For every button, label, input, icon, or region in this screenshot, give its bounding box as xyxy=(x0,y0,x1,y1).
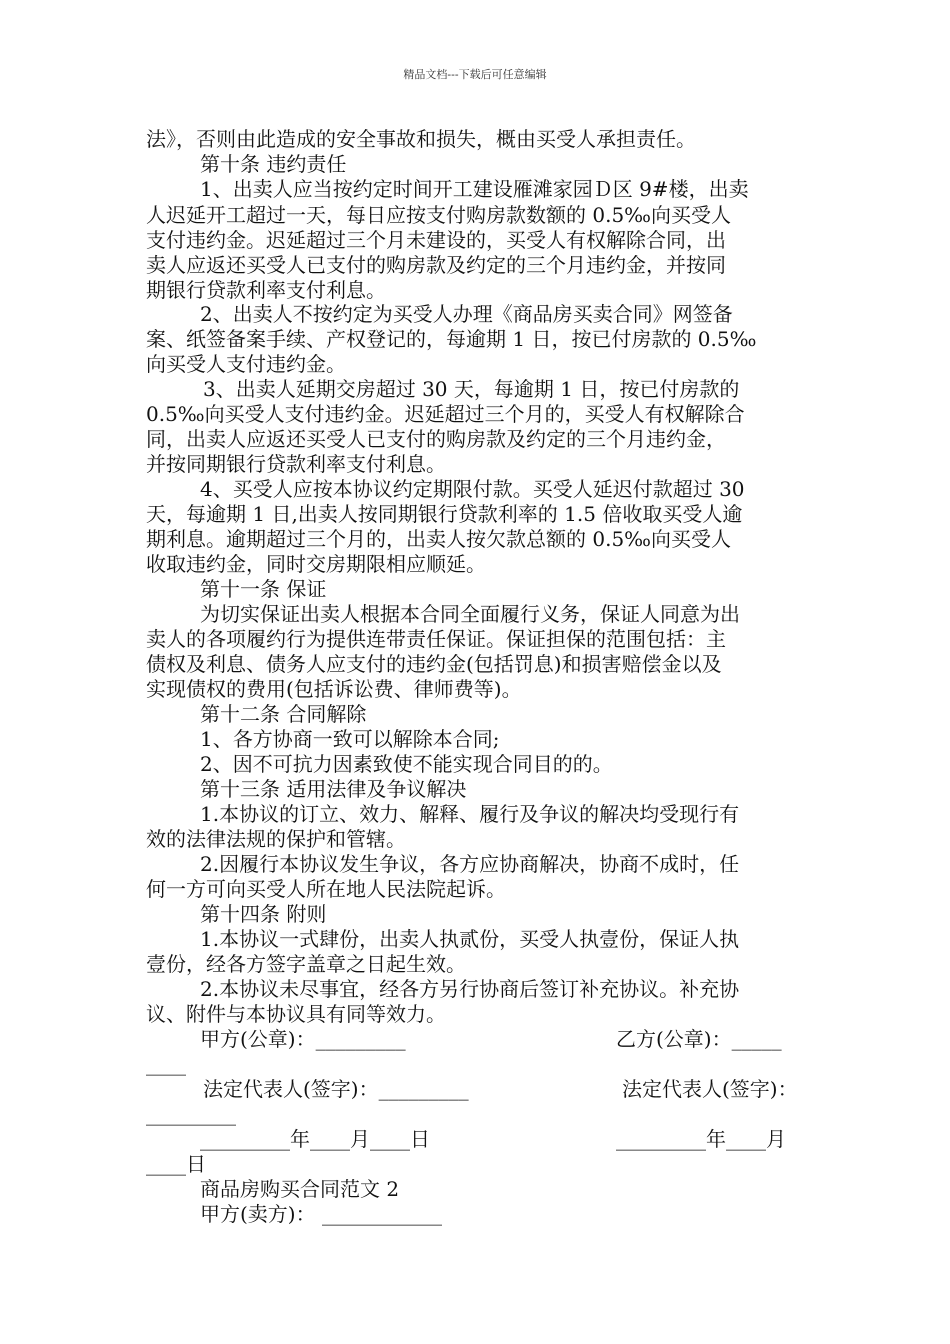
section-heading: 第十四条 附则 xyxy=(200,902,327,926)
text-line: 3、出卖人延期交房超过 30 天，每逾期 1 日，按已付房款的 xyxy=(203,377,740,401)
party-b-representative-cont: _________ xyxy=(146,1102,236,1126)
text-line: 同，出卖人应返还买受人已支付的购房款及约定的三个月违约金， xyxy=(146,427,726,451)
text-line: 收取违约金，同时交房期限相应顺延。 xyxy=(146,552,486,576)
party-a-representative: 法定代表人(签字)：_________ xyxy=(203,1077,469,1101)
text-line: 支付违约金。迟延超过三个月未建设的，买受人有权解除合同，出 xyxy=(146,228,726,252)
section-heading: 第十二条 合同解除 xyxy=(200,702,367,726)
text-line: 2、出卖人不按约定为买受人办理《商品房买卖合同》网签备 xyxy=(200,302,733,326)
text-line: 1.本协议一式肆份，出卖人执贰份，买受人执壹份，保证人执 xyxy=(200,927,740,951)
text-line: 向买受人支付违约金。 xyxy=(146,352,346,376)
text-line: 4、买受人应按本协议约定期限付款。买受人延迟付款超过 30 xyxy=(200,477,745,501)
text-line: 为切实保证出卖人根据本合同全面履行义务，保证人同意为出 xyxy=(200,602,740,626)
text-line: 效的法律法规的保护和管辖。 xyxy=(146,827,406,851)
section-heading: 第十三条 适用法律及争议解决 xyxy=(200,777,467,801)
text-line: 法》，否则由此造成的安全事故和损失，概由买受人承担责任。 xyxy=(146,127,696,151)
text-line: 并按同期银行贷款利率支付利息。 xyxy=(146,452,446,476)
text-line: 2.本协议未尽事宜，经各方另行协商后签订补充协议。补充协 xyxy=(200,977,740,1001)
text-line: 案、纸签备案手续、产权登记的，每逾期 1 日，按已付房款的 0.5‰ xyxy=(146,327,757,351)
section-heading: 第十条 违约责任 xyxy=(200,152,347,176)
text-line: 1、各方协商一致可以解除本合同; xyxy=(200,727,500,751)
text-line: 卖人的各项履约行为提供连带责任保证。保证担保的范围包括：主 xyxy=(146,627,726,651)
seller-field: 甲方(卖方)： ____________ xyxy=(200,1202,442,1226)
text-line: 议、附件与本协议具有同等效力。 xyxy=(146,1002,446,1026)
text-line: 2、因不可抗力因素致使不能实现合同目的的。 xyxy=(200,752,613,776)
text-line: 卖人应返还买受人已支付的购房款及约定的三个月违约金，并按同 xyxy=(146,253,726,277)
party-a-date: _________年____月____日 xyxy=(200,1127,430,1151)
text-line: 天，每逾期 1 日,出卖人按同期银行贷款利率的 1.5 倍收取买受人逾 xyxy=(146,502,743,526)
text-line: 1、出卖人应当按约定时间开工建设雁滩家园Ｄ区 9#楼，出卖 xyxy=(200,177,749,201)
text-line: 壹份，经各方签字盖章之日起生效。 xyxy=(146,952,466,976)
text-line: 2.因履行本协议发生争议，各方应协商解决，协商不成时，任 xyxy=(200,852,740,876)
party-b-date: _________年____月 xyxy=(616,1127,786,1151)
party-b-representative: 法定代表人(签字)： xyxy=(622,1077,798,1101)
next-document-title: 商品房购买合同范文 2 xyxy=(200,1177,400,1201)
text-line: 债权及利息、债务人应支付的违约金(包括罚息)和损害赔偿金以及 xyxy=(146,652,722,676)
text-line: 何一方可向买受人所在地人民法院起诉。 xyxy=(146,877,506,901)
text-line: 0.5‰向买受人支付违约金。迟延超过三个月的，买受人有权解除合 xyxy=(146,402,745,426)
text-line: 期利息。逾期超过三个月的，出卖人按欠款总额的 0.5‰向买受人 xyxy=(146,527,731,551)
section-heading: 第十一条 保证 xyxy=(200,577,327,601)
party-a-seal: 甲方(公章)：_________ xyxy=(200,1027,406,1051)
party-b-seal: 乙方(公章)：_____ xyxy=(616,1027,782,1051)
text-line: 1.本协议的订立、效力、解释、履行及争议的解决均受现行有 xyxy=(200,802,740,826)
page-header-note: 精品文档---下载后可任意编辑 xyxy=(403,68,547,81)
text-line: 期银行贷款利率支付利息。 xyxy=(146,278,386,302)
text-line: 实现债权的费用(包括诉讼费、律师费等)。 xyxy=(146,677,522,701)
party-b-date-cont: ____日 xyxy=(146,1152,206,1176)
text-line: 人迟延开工超过一天，每日应按支付购房款数额的 0.5‰向买受人 xyxy=(146,203,731,227)
party-b-seal-cont: ____ xyxy=(146,1052,186,1076)
